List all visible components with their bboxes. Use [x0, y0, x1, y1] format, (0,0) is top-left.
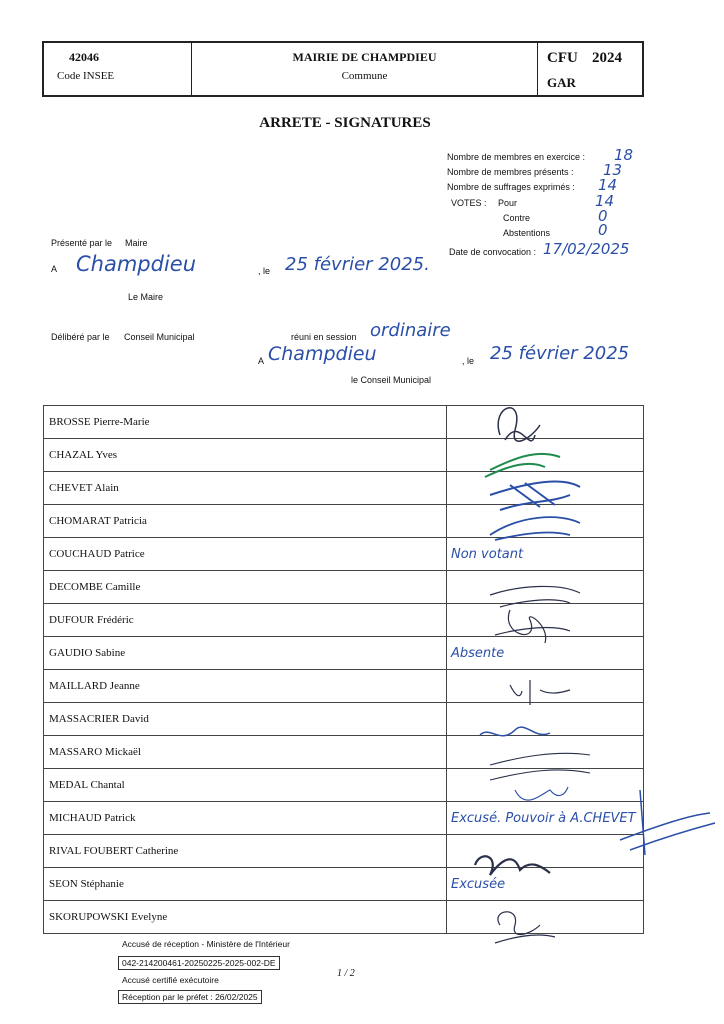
signature-mark: [620, 790, 715, 855]
suffrages-label: Nombre de suffrages exprimés :: [447, 182, 575, 192]
pour-value: 14: [595, 192, 615, 210]
member-name: MASSARO Mickaël: [44, 736, 447, 769]
member-note: Excusé. Pouvoir à A.CHEVET: [451, 810, 636, 826]
contre-value: 0: [598, 207, 608, 225]
abstentions-label: Abstentions: [503, 228, 551, 238]
deliberated-date: 25 février 2025: [490, 343, 630, 364]
member-name: MAILLARD Jeanne: [44, 670, 447, 703]
page-number: 1 / 2: [337, 968, 355, 979]
present-value: 13: [603, 161, 623, 179]
member-note: Absente: [451, 645, 505, 661]
signatures-overlay: [430, 395, 724, 960]
member-name: SEON Stéphanie: [44, 868, 447, 901]
presented-date: 25 février 2025.: [285, 254, 430, 275]
member-note: Non votant: [451, 546, 524, 562]
deliberated-body: Conseil Municipal: [124, 332, 195, 342]
votes-label: VOTES :: [451, 198, 487, 208]
signature-mark: [495, 912, 555, 943]
cfu-year: 2024: [592, 50, 622, 66]
convocation-label: Date de convocation :: [449, 247, 537, 257]
insee-label: Code INSEE: [57, 70, 115, 82]
member-name: CHAZAL Yves: [44, 439, 447, 472]
member-name: DUFOUR Frédéric: [44, 604, 447, 637]
deliberated-a: A: [258, 356, 265, 366]
abstentions-value: 0: [598, 221, 608, 239]
page-title: ARRETE - SIGNATURES: [259, 115, 431, 131]
member-name: SKORUPOWSKI Evelyne: [44, 901, 447, 934]
member-name: COUCHAUD Patrice: [44, 538, 447, 571]
present-label: Nombre de membres présents :: [447, 167, 574, 177]
signature-mark: [515, 787, 568, 800]
signature-mark: [490, 753, 590, 780]
member-name: RIVAL FOUBERT Catherine: [44, 835, 447, 868]
presented-label: Présenté par le: [51, 238, 113, 248]
session-label: réuni en session: [291, 332, 357, 342]
member-name: CHEVET Alain: [44, 472, 447, 505]
session-value: ordinaire: [370, 320, 451, 341]
cfu-label: CFU: [547, 50, 578, 66]
members-value: 18: [614, 146, 634, 164]
contre-label: Contre: [503, 213, 531, 223]
member-name: GAUDIO Sabine: [44, 637, 447, 670]
signature-mark: [498, 408, 540, 441]
member-name: CHOMARAT Patricia: [44, 505, 447, 538]
convocation-value: 17/02/2025: [543, 240, 630, 258]
signature-mark: [495, 610, 570, 643]
acte-reference: 042-214200461-20250225-2025-002-DE: [118, 956, 280, 970]
signature-mark: [490, 586, 580, 607]
signature-mark: [485, 454, 560, 477]
presented-le: , le: [258, 266, 271, 276]
member-name: MASSACRIER David: [44, 703, 447, 736]
presented-a: A: [51, 264, 58, 274]
mairie-name: MAIRIE DE CHAMPDIEU: [292, 50, 437, 64]
suffrages-value: 14: [598, 176, 618, 194]
member-name: BROSSE Pierre-Marie: [44, 406, 447, 439]
member-name: MICHAUD Patrick: [44, 802, 447, 835]
deliberated-signer: le Conseil Municipal: [351, 375, 432, 385]
reception-prefet: Réception par le préfet : 26/02/2025: [118, 990, 262, 1004]
signature-mark: [490, 482, 580, 510]
deliberated-le: , le: [462, 356, 475, 366]
deliberated-place: Champdieu: [268, 343, 377, 365]
pour-label: Pour: [498, 198, 518, 208]
signature-mark: [475, 856, 550, 875]
members-label: Nombre de membres en exercice :: [447, 152, 586, 162]
presented-signer: Le Maire: [128, 292, 164, 302]
insee-code: 42046: [69, 50, 99, 64]
gar-label: GAR: [547, 75, 576, 90]
presented-role: Maire: [125, 238, 148, 248]
deliberated-label: Délibéré par le: [51, 332, 110, 342]
accuse-reception: Accusé de réception - Ministère de l'Intérieur: [122, 939, 290, 949]
accuse-certifie: Accusé certifié exécutoire: [122, 975, 219, 985]
signature-mark: [510, 680, 570, 705]
signature-mark: [480, 727, 550, 736]
header-divider: [537, 43, 538, 95]
commune-label: Commune: [341, 70, 388, 82]
member-name: DECOMBE Camille: [44, 571, 447, 604]
member-name: MEDAL Chantal: [44, 769, 447, 802]
presented-place: Champdieu: [76, 252, 197, 276]
header-box: [42, 41, 644, 97]
member-note: Excusée: [451, 876, 506, 892]
signature-mark: [490, 517, 580, 540]
